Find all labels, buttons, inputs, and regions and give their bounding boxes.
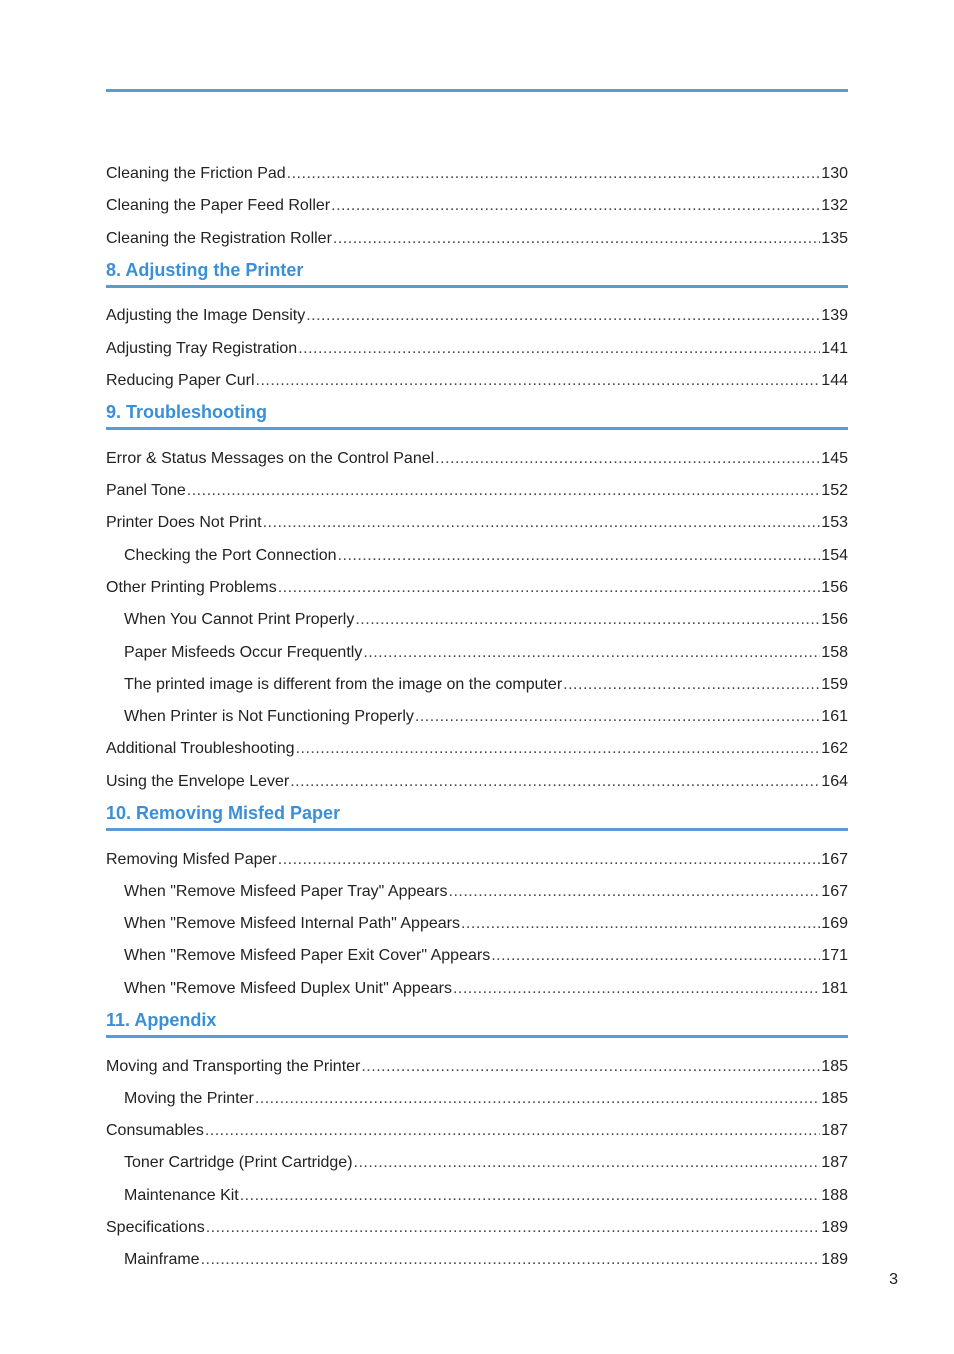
toc-entry-page: 189: [821, 1251, 848, 1269]
toc-entry-page: 188: [821, 1186, 848, 1204]
toc-entry-title: Other Printing Problems: [106, 578, 277, 596]
toc-entry[interactable]: [106, 572, 848, 604]
toc-entry-page: 161: [821, 708, 848, 726]
toc-entry[interactable]: [106, 507, 848, 539]
toc-entry-page: 135: [821, 229, 848, 247]
toc-entry[interactable]: [106, 876, 848, 908]
toc-entry[interactable]: [106, 1083, 848, 1115]
toc-entry-page: 189: [821, 1219, 848, 1237]
toc-entry-page: 152: [821, 482, 848, 500]
dot-leader: [306, 300, 820, 332]
toc-entry-page: 187: [821, 1154, 848, 1172]
toc-entry-page: 145: [821, 449, 848, 467]
toc-entry-title: Panel Tone: [106, 482, 186, 500]
dot-leader: [333, 223, 820, 255]
dot-leader: [355, 604, 820, 636]
toc-entry[interactable]: [106, 973, 848, 1005]
chapter-title: 9. Troubleshooting: [106, 402, 267, 423]
toc-entry-title: When "Remove Misfeed Paper Exit Cover" Appears: [124, 947, 491, 965]
toc-entry-title: Additional Troubleshooting: [106, 740, 295, 758]
toc-entry-page: 156: [821, 578, 848, 596]
toc-entry-page: 158: [821, 643, 848, 661]
toc-entry-title: Error & Status Messages on the Control Panel: [106, 449, 435, 467]
toc-entry[interactable]: [106, 1051, 848, 1083]
toc-entry-title: Moving and Transporting the Printer: [106, 1057, 361, 1075]
toc-entry-page: 130: [821, 165, 848, 182]
header-rule: [106, 89, 848, 92]
chapter-rule: [106, 1035, 848, 1038]
toc-entry[interactable]: [106, 540, 848, 572]
dot-leader: [278, 572, 821, 604]
toc-entry-title: Consumables: [106, 1122, 204, 1140]
toc-entry-title: Specifications: [106, 1219, 205, 1237]
toc-entry[interactable]: [106, 1180, 848, 1212]
toc-entry-title: Cleaning the Registration Roller: [106, 229, 332, 247]
toc-entry-page: 185: [821, 1057, 848, 1075]
dot-leader: [449, 876, 821, 908]
dot-leader: [338, 540, 821, 572]
toc-entry-page: 139: [821, 307, 848, 325]
dot-leader: [201, 1244, 821, 1276]
toc-entry[interactable]: [106, 908, 848, 940]
toc-entry-title: Reducing Paper Curl: [106, 371, 255, 389]
dot-leader: [240, 1180, 821, 1212]
dot-leader: [363, 637, 820, 669]
toc-entry[interactable]: [106, 637, 848, 669]
toc-entry-title: Checking the Port Connection: [124, 546, 337, 564]
dot-leader: [331, 190, 820, 222]
chapter-heading[interactable]: [106, 798, 848, 844]
toc-entry-title: When "Remove Misfeed Duplex Unit" Appears: [124, 979, 452, 997]
toc-entry-page: 153: [821, 514, 848, 532]
toc-entry-page: 156: [821, 611, 848, 629]
dot-leader: [278, 844, 821, 876]
toc-entry-title: Toner Cartridge (Print Cartridge): [124, 1154, 353, 1172]
table-of-contents: [106, 158, 848, 1277]
toc-entry-title: The printed image is different from the image on the computer: [124, 675, 563, 693]
toc-entry[interactable]: [106, 1244, 848, 1276]
chapter-rule: [106, 427, 848, 430]
dot-leader: [461, 908, 820, 940]
toc-entry-title: Paper Misfeeds Occur Frequently: [124, 643, 363, 661]
dot-leader: [263, 507, 821, 539]
toc-entry-title: When Printer is Not Functioning Properly: [124, 708, 414, 726]
chapter-title: 10. Removing Misfed Paper: [106, 803, 341, 824]
toc-entry-title: Moving the Printer: [124, 1089, 254, 1107]
dot-leader: [205, 1115, 820, 1147]
toc-entry-title: Using the Envelope Lever: [106, 772, 290, 790]
dot-leader: [256, 365, 821, 397]
toc-entry-title: Maintenance Kit: [124, 1186, 239, 1204]
toc-entry[interactable]: [106, 733, 848, 765]
toc-entry-title: Printer Does Not Print: [106, 514, 262, 532]
dot-leader: [290, 766, 820, 798]
toc-entry[interactable]: [106, 333, 848, 365]
toc-entry-page: 171: [821, 947, 848, 965]
toc-entry-page: 167: [821, 882, 848, 900]
toc-entry-title: Adjusting Tray Registration: [106, 339, 298, 357]
toc-entry-page: 162: [821, 740, 848, 758]
dot-leader: [287, 158, 821, 190]
dot-leader: [415, 701, 820, 733]
dot-leader: [563, 669, 820, 701]
dot-leader: [206, 1212, 821, 1244]
toc-entry[interactable]: [106, 223, 848, 255]
dot-leader: [255, 1083, 820, 1115]
chapter-rule: [106, 828, 848, 831]
dot-leader: [296, 733, 821, 765]
toc-entry[interactable]: [106, 190, 848, 222]
toc-entry-page: 181: [821, 979, 848, 997]
toc-entry[interactable]: [106, 701, 848, 733]
toc-entry[interactable]: [106, 365, 848, 397]
toc-entry-page: 132: [821, 197, 848, 215]
toc-entry[interactable]: [106, 475, 848, 507]
chapter-heading[interactable]: [106, 397, 848, 443]
toc-entry[interactable]: [106, 300, 848, 332]
chapter-heading[interactable]: [106, 1005, 848, 1051]
toc-entry-page: 169: [821, 915, 848, 933]
toc-entry-page: 141: [821, 339, 848, 357]
toc-entry-title: Cleaning the Friction Pad: [106, 165, 286, 182]
page-number: 3: [889, 1271, 898, 1288]
chapter-title: 11. Appendix: [106, 1010, 217, 1031]
toc-entry-title: When You Cannot Print Properly: [124, 611, 355, 629]
toc-entry-page: 167: [821, 850, 848, 868]
toc-entry[interactable]: [106, 766, 848, 798]
toc-entry-page: 164: [821, 772, 848, 790]
toc-entry-title: When "Remove Misfeed Paper Tray" Appears: [124, 882, 448, 900]
chapter-rule: [106, 285, 848, 288]
chapter-heading[interactable]: [106, 255, 848, 301]
toc-entry-page: 159: [821, 675, 848, 693]
toc-entry-title: When "Remove Misfeed Internal Path" Appears: [124, 915, 460, 933]
dot-leader: [187, 475, 821, 507]
dot-leader: [435, 443, 820, 475]
dot-leader: [361, 1051, 820, 1083]
toc-entry-title: Removing Misfed Paper: [106, 850, 277, 868]
toc-entry[interactable]: [106, 669, 848, 701]
toc-entry[interactable]: [106, 844, 848, 876]
dot-leader: [298, 333, 820, 365]
toc-entry-title: Mainframe: [124, 1251, 200, 1269]
chapter-title: 8. Adjusting the Printer: [106, 259, 304, 280]
toc-entry-page: 187: [821, 1122, 848, 1140]
toc-entry[interactable]: [106, 604, 848, 636]
dot-leader: [453, 973, 820, 1005]
toc-entry[interactable]: [106, 940, 848, 972]
toc-entry[interactable]: [106, 443, 848, 475]
toc-entry[interactable]: [106, 1115, 848, 1147]
dot-leader: [354, 1147, 821, 1179]
toc-entry[interactable]: [106, 1147, 848, 1179]
toc-entry-title: Cleaning the Paper Feed Roller: [106, 197, 331, 215]
toc-entry[interactable]: [106, 158, 848, 190]
toc-entry-page: 144: [821, 371, 848, 389]
toc-entry-title: Adjusting the Image Density: [106, 307, 306, 325]
dot-leader: [491, 940, 820, 972]
toc-entry-page: 185: [821, 1089, 848, 1107]
toc-entry[interactable]: [106, 1212, 848, 1244]
toc-entry-page: 154: [821, 546, 848, 564]
